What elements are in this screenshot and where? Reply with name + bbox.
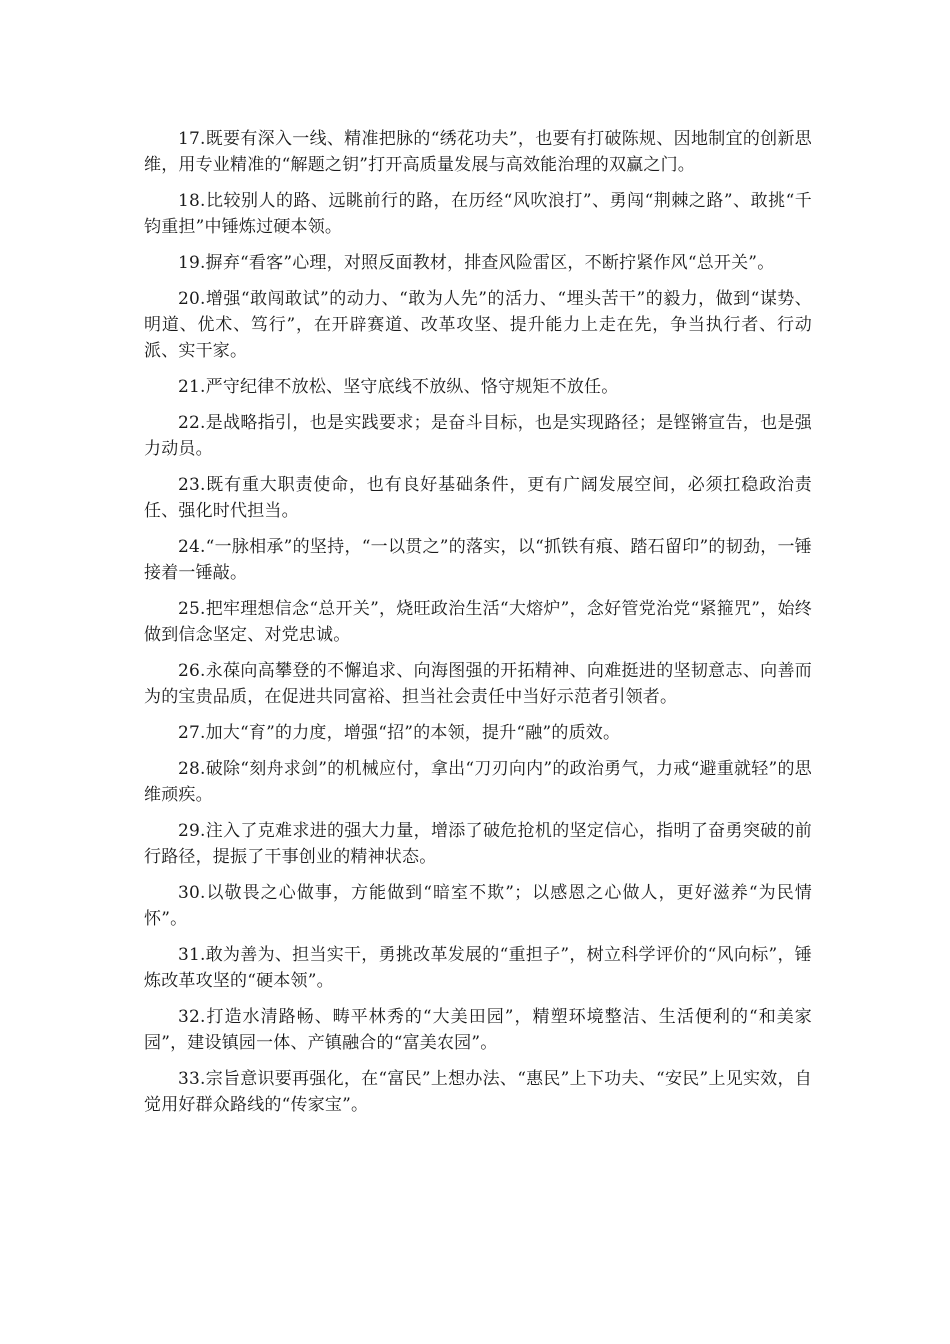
paragraph-27: 27.加大“育”的力度，增强“招”的本领，提升“融”的质效。 [178, 723, 621, 743]
paragraph-30: 30.以敬畏之心做事，方能做到“暗室不欺”；以感恩之心做人，更好滋养“为民情怀”。 [144, 883, 812, 929]
paragraph-21: 21.严守纪律不放松、坚守底线不放纵、恪守规矩不放任。 [178, 377, 619, 397]
paragraph-20: 20.增强“敢闯敢试”的动力、“敢为人先”的活力、“埋头苦干”的毅力，做到“谋势、明道、优术、笃行”，在开辟赛道、改革攻坚、提升能力上走在先，争当执行者、行动派、实干家。 [144, 289, 812, 361]
paragraph-33: 33.宗旨意识要再强化，在“富民”上想办法、“惠民”上下功夫、“安民”上见实效，自觉用好群众路线的“传家宝”。 [144, 1069, 812, 1115]
paragraph-23: 23.既有重大职责使命，也有良好基础条件，更有广阔发展空间，必须扛稳政治责任、强化时代担当。 [144, 475, 812, 521]
paragraph-17: 17.既要有深入一线、精准把脉的“绣花功夫”，也要有打破陈规、因地制宜的创新思维，用专业精准的“解题之钥”打开高质量发展与高效能治理的双赢之门。 [144, 129, 812, 175]
paragraph-18: 18.比较别人的路、远眺前行的路，在历经“风吹浪打”、勇闯“荆棘之路”、敢挑“千钧重担”中锤炼过硬本领。 [144, 191, 812, 237]
paragraph-24: 24.“一脉相承”的坚持，“一以贯之”的落实，以“抓铁有痕、踏石留印”的韧劲，一锤接着一锤敲。 [144, 537, 812, 583]
paragraph-29: 29.注入了克难求进的强大力量，增添了破危抢机的坚定信心，指明了奋勇突破的前行路径，提振了干事创业的精神状态。 [144, 821, 812, 867]
paragraph-26: 26.永葆向高攀登的不懈追求、向海图强的开拓精神、向难挺进的坚韧意志、向善而为的宝贵品质，在促进共同富裕、担当社会责任中当好示范者引领者。 [144, 661, 812, 707]
paragraph-25: 25.把牢理想信念“总开关”，烧旺政治生活“大熔炉”，念好管党治党“紧箍咒”，始终做到信念坚定、对党忠诚。 [144, 599, 812, 645]
paragraph-19: 19.摒弃“看客”心理，对照反面教材，排查风险雷区，不断拧紧作风“总开关”。 [178, 253, 775, 273]
document-body [144, 126, 812, 1128]
paragraph-32: 32.打造水清路畅、畴平林秀的“大美田园”，精塑环境整洁、生活便利的“和美家园”，建设镇园一体、产镇融合的“富美农园”。 [144, 1007, 812, 1053]
paragraph-31: 31.敢为善为、担当实干，勇挑改革发展的“重担子”，树立科学评价的“风向标”，锤炼改革攻坚的“硬本领”。 [144, 945, 812, 991]
paragraph-28: 28.破除“刻舟求剑”的机械应付，拿出“刀刃向内”的政治勇气，力戒“避重就轻”的思维顽疾。 [144, 759, 812, 805]
paragraph-22: 22.是战略指引，也是实践要求；是奋斗目标，也是实现路径；是铿锵宣告，也是强力动员。 [144, 413, 812, 459]
